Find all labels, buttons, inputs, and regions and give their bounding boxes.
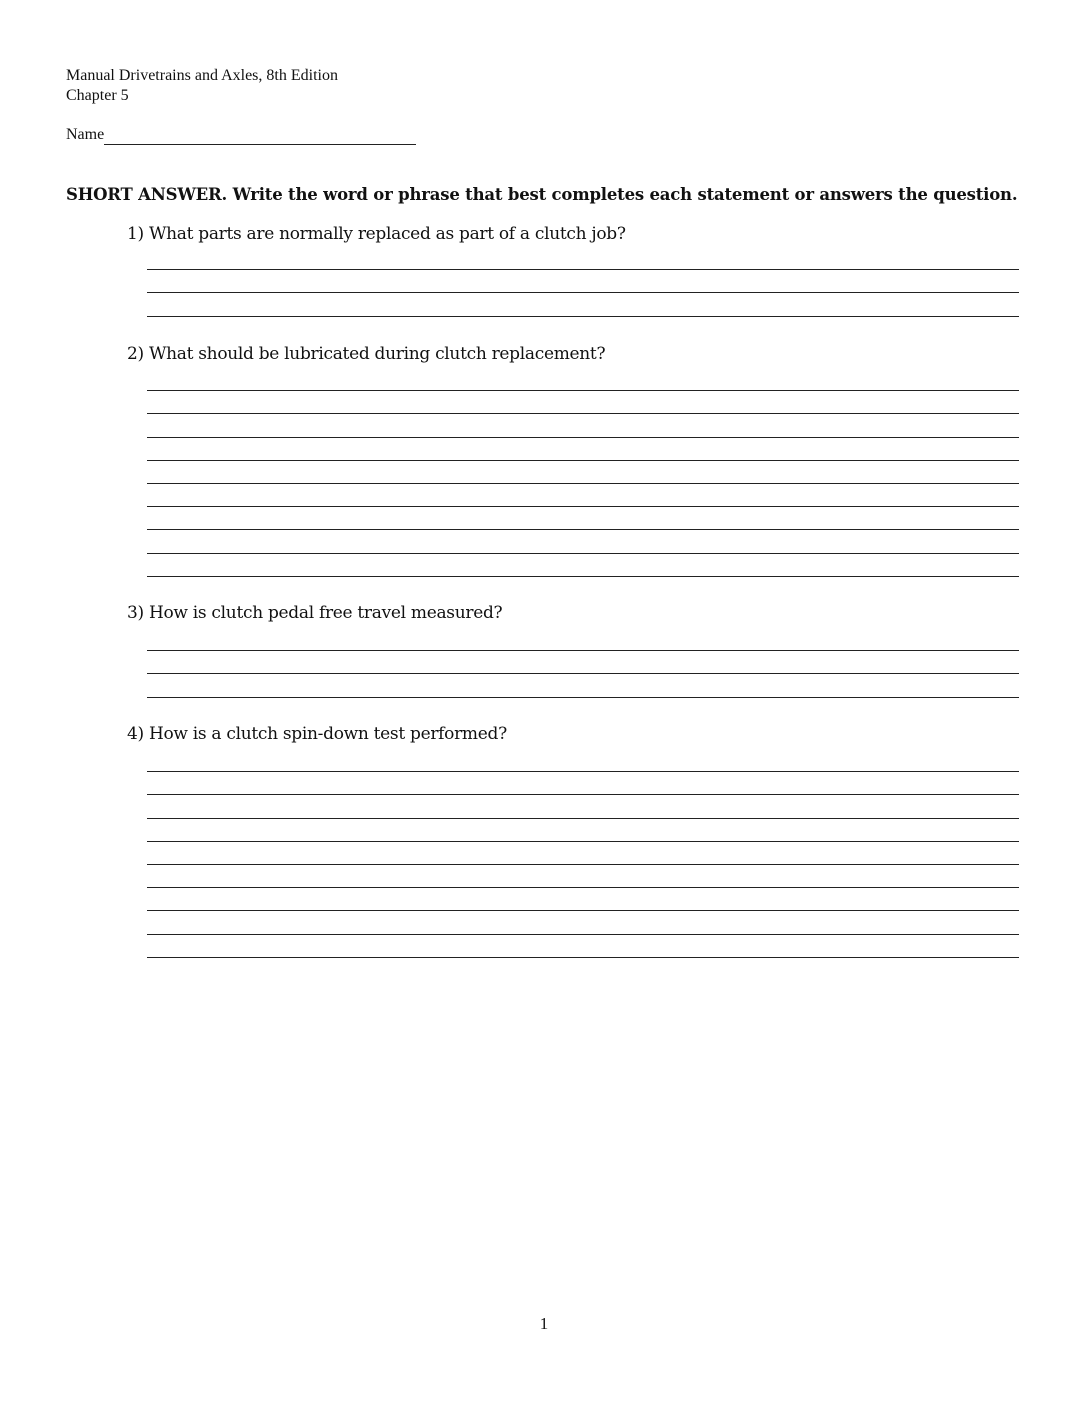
answer-line[interactable] [147, 461, 1019, 484]
chapter-label: Chapter 5 [66, 87, 129, 104]
question-4: 4) How is a clutch spin-down test performed? [127, 724, 507, 744]
page-number: 1 [539, 1314, 549, 1333]
answer-line[interactable] [147, 749, 1019, 772]
name-label: Name [66, 126, 105, 143]
answer-line[interactable] [147, 772, 1019, 795]
answer-line[interactable] [147, 865, 1019, 888]
answer-line[interactable] [147, 414, 1019, 437]
question-3: 3) How is clutch pedal free travel measured? [127, 603, 503, 623]
name-row [66, 124, 416, 145]
answer-area-2[interactable] [147, 368, 1019, 577]
answer-line[interactable] [147, 888, 1019, 911]
answer-line[interactable] [147, 247, 1019, 270]
question-2: 2) What should be lubricated during clutch replacement? [127, 344, 606, 364]
answer-area-1[interactable] [147, 247, 1019, 317]
book-title: Manual Drivetrains and Axles, 8th Edition [66, 67, 338, 84]
answer-line[interactable] [147, 554, 1019, 577]
answer-line[interactable] [147, 651, 1019, 674]
answer-line[interactable] [147, 935, 1019, 958]
answer-line[interactable] [147, 674, 1019, 697]
answer-line[interactable] [147, 438, 1019, 461]
name-field[interactable] [104, 124, 416, 145]
question-1: 1) What parts are normally replaced as part of a clutch job? [127, 224, 626, 244]
answer-area-4[interactable] [147, 749, 1019, 958]
answer-line[interactable] [147, 530, 1019, 553]
answer-line[interactable] [147, 911, 1019, 934]
answer-line[interactable] [147, 795, 1019, 818]
answer-line[interactable] [147, 368, 1019, 391]
answer-line[interactable] [147, 819, 1019, 842]
answer-line[interactable] [147, 270, 1019, 293]
answer-line[interactable] [147, 484, 1019, 507]
answer-line[interactable] [147, 628, 1019, 651]
answer-area-3[interactable] [147, 628, 1019, 698]
answer-line[interactable] [147, 293, 1019, 316]
section-instructions: SHORT ANSWER. Write the word or phrase that best completes each statement or answers the question. [66, 185, 1018, 204]
answer-line[interactable] [147, 507, 1019, 530]
document-header [66, 66, 338, 106]
answer-line[interactable] [147, 842, 1019, 865]
answer-line[interactable] [147, 391, 1019, 414]
